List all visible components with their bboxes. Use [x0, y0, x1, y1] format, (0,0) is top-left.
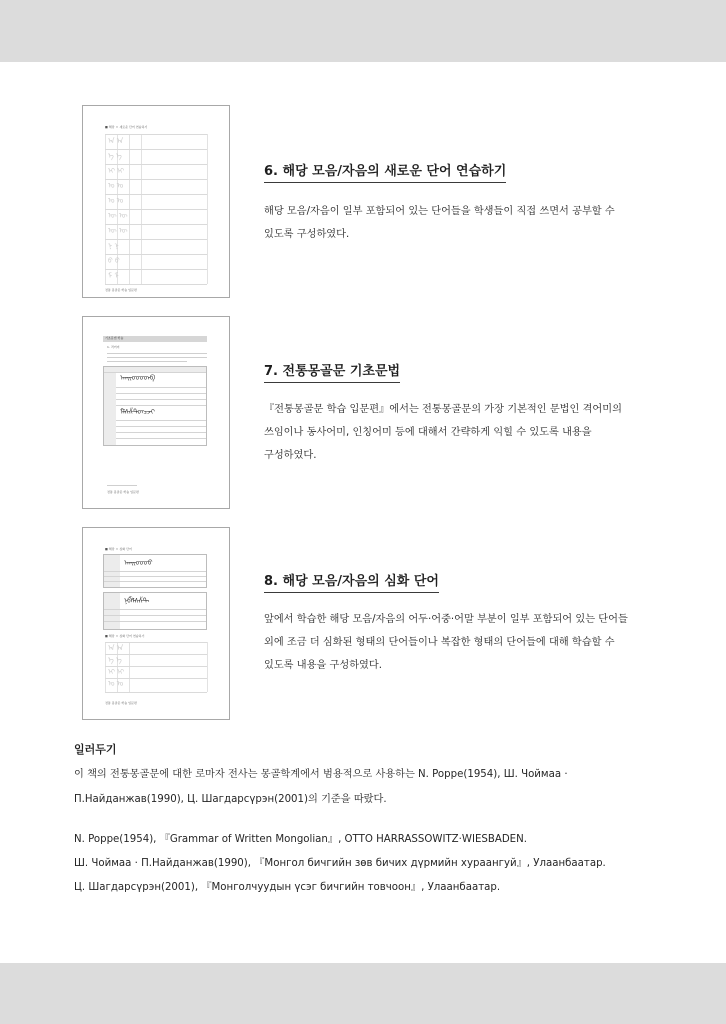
grid-line [105, 164, 207, 165]
table-row-line [104, 615, 206, 616]
mongolian-glyph-row: ᠠᠡᠢᠣᠤᠥᠦ [124, 559, 153, 567]
grammar-table [103, 366, 207, 446]
top-gray-band [0, 0, 726, 62]
table-row-line [104, 420, 206, 421]
advanced-word-table [103, 554, 207, 588]
section-body-7 [264, 398, 630, 467]
mongolian-glyph-sample: ᠠ ᠠ [108, 644, 124, 652]
grid-line [207, 642, 208, 692]
section-body-line: 있도록 내용을 구성하였다. [264, 660, 382, 671]
mongolian-glyph-row: ᠨᠪᠮᠯᠰᠱᠲ [124, 597, 150, 605]
thumbnail-header: ■ 해당 ㅇ 심화 단어 [105, 547, 132, 551]
grid-line [105, 179, 207, 180]
table-row-line [104, 609, 206, 610]
section-body-line: 쓰임이나 동사어미, 인칭어미 등에 대해서 간략하게 익힐 수 있도록 내용을 [264, 427, 592, 438]
table-row-line [104, 438, 206, 439]
table-row-line [104, 405, 206, 406]
section-body-line: 있도록 구성하였다. [264, 229, 350, 240]
note-line: 이 책의 전통몽골문에 대한 로마자 전사는 몽골학계에서 범용적으로 사용하는 N. Poppe(1954), Ш. Чоймаа · [74, 769, 568, 780]
grid-line [105, 134, 207, 135]
text-placeholder-line [107, 361, 187, 362]
grid-line [105, 149, 207, 150]
grid-line [105, 284, 207, 285]
table-row-line [104, 576, 206, 577]
grid-line [129, 642, 130, 692]
mongolian-glyph-sample: ᠦ ᠦ [108, 227, 128, 235]
reference-line: Ц. Шагдарсүрэн(2001), 『Монголчуудын үсэг бичгийн товчоон』, Улаанбаатар. [74, 882, 501, 893]
mongolian-glyph-sample: ᠣ ᠣ [108, 182, 124, 190]
grid-line [105, 194, 207, 195]
table-row-line [104, 621, 206, 622]
mongolian-glyph-sample: ᠡ ᠡ [108, 656, 122, 664]
reference-line: N. Poppe(1954), 『Grammar of Written Mongolian』, OTTO HARRASSOWITZ·WIESBADEN. [74, 834, 527, 845]
table-label-column [104, 373, 116, 445]
grid-line [105, 269, 207, 270]
mongolian-glyph-sample: ᠮ ᠮ [108, 272, 119, 280]
mongolian-glyph-sample: ᠡ ᠡ [108, 152, 122, 160]
page-thumbnail-word-practice [82, 105, 230, 298]
grid-line [105, 224, 207, 225]
section-body-line: 구성하였다. [264, 450, 317, 461]
table-row-line [104, 372, 206, 373]
mongolian-glyph-sample: ᠠ ᠠ [108, 137, 124, 145]
section-body-line: 앞에서 학습한 해당 모음/자음의 어두·어중·어말 부분이 일부 포함되어 있는 단어들 [264, 614, 628, 625]
section-body-line: 외에 조금 더 심화된 형태의 단어들이나 복잡한 형태의 단어들에 대해 학습할 수 [264, 637, 615, 648]
grid-line [207, 134, 208, 284]
thumbnail-subheader: ■ 해당 ㅇ 심화 단어 연습하기 [105, 634, 145, 638]
bottom-gray-band [0, 963, 726, 1024]
thumbnail-header: 기초문법 학습 [105, 336, 124, 340]
grid-line [105, 642, 207, 643]
mongolian-glyph-sample: ᠪ ᠪ [108, 257, 120, 265]
section-body-line: 『전통몽골문 학습 입문편』에서는 전통몽골문의 가장 기본적인 문법인 격어미의 [264, 404, 622, 415]
grid-line [105, 239, 207, 240]
mongolian-glyph-row: ᠮᠯᠰᠱᠲᠳᠴᠵᠶ [120, 408, 155, 416]
section-title-6: 6. 해당 모음/자음의 새로운 단어 연습하기 [264, 164, 506, 183]
table-row-line [104, 393, 206, 394]
table-row-line [104, 426, 206, 427]
reference-line: Ш. Чоймаа · П.Найданжав(1990), 『Монгол бичгийн зөв бичих дүрмийн хураангуй』, Улаанбаатар. [74, 858, 606, 869]
section-body-8 [264, 608, 630, 677]
text-placeholder-line [107, 357, 207, 358]
thumbnail-subheader: 1. 격어미 [107, 345, 120, 349]
mongolian-glyph-sample: ᠤ ᠤ [108, 197, 124, 205]
section-body-line: 해당 모음/자음이 일부 포함되어 있는 단어들을 학생들이 직접 쓰면서 공부할 수 [264, 206, 615, 217]
grid-line [105, 209, 207, 210]
text-placeholder-line [107, 485, 137, 486]
section-title-8: 8. 해당 모음/자음의 심화 단어 [264, 574, 439, 593]
grid-line [105, 666, 207, 667]
page-thumbnail-basic-grammar [82, 316, 230, 509]
text-placeholder-line [107, 353, 207, 354]
advanced-word-table [103, 592, 207, 630]
grid-line [105, 642, 106, 692]
table-row-line [104, 432, 206, 433]
mongolian-glyph-sample: ᠢ ᠢ [108, 668, 125, 676]
table-row-line [104, 581, 206, 582]
table-row-line [104, 399, 206, 400]
notes-title: 일러두기 [74, 743, 117, 756]
thumbnail-footer: 전통 몽골문 학습 입문편 [105, 288, 137, 292]
thumbnail-footer: 전통 몽골문 학습 입문편 [105, 701, 137, 705]
table-row-line [104, 387, 206, 388]
thumbnail-header: ■ 해당 ㅇ 새로운 단어 연습하기 [105, 125, 148, 129]
section-title-7: 7. 전통몽골문 기초문법 [264, 364, 400, 383]
mongolian-glyph-sample: ᠢ ᠢ [108, 167, 125, 175]
mongolian-glyph-row: ᠠᠡᠢᠣᠤᠥᠦᠨᠪ [120, 374, 156, 382]
mongolian-glyph-sample: ᠥ ᠥ [108, 212, 128, 220]
grid-line [105, 678, 207, 679]
thumbnail-footer: 전통 몽골문 학습 입문편 [107, 490, 139, 494]
mongolian-glyph-sample: ᠨ ᠨ [108, 242, 119, 250]
page-thumbnail-advanced-words [82, 527, 230, 720]
section-body-6 [264, 200, 630, 246]
note-line: П.Найданжав(1990), Ц. Шагдарсүрэн(2001)의 기준을 따랐다. [74, 794, 387, 805]
table-label-column [104, 593, 120, 629]
grid-line [105, 254, 207, 255]
mongolian-glyph-sample: ᠣ ᠣ [108, 680, 124, 688]
grid-line [105, 692, 207, 693]
grid-line [105, 654, 207, 655]
table-row-line [104, 571, 206, 572]
